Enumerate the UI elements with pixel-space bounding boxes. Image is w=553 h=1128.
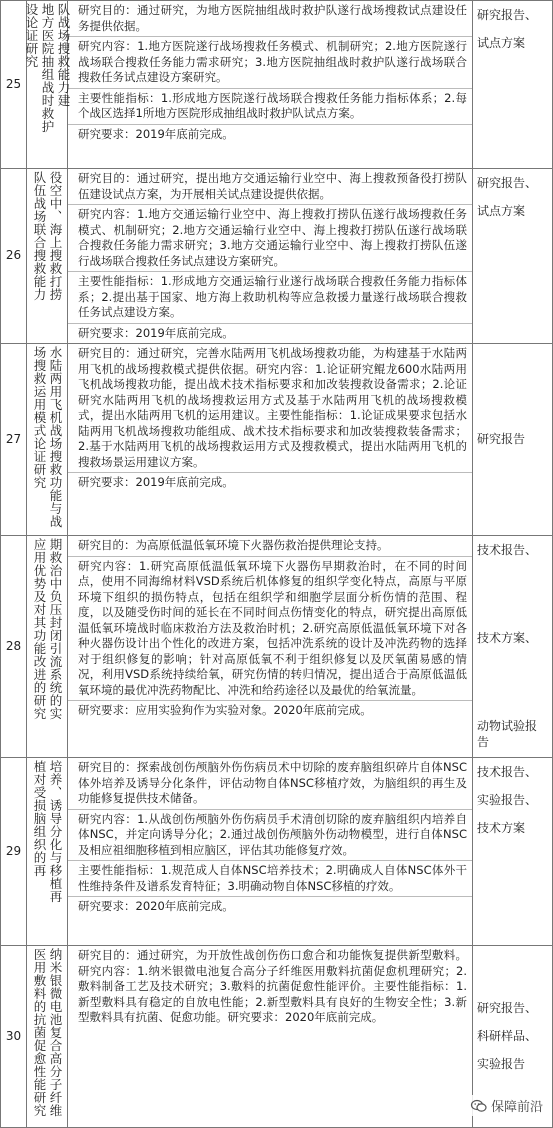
research-content [68,1,473,169]
deliverable-item: 研究报告 [477,432,526,446]
content-paragraph: 研究目的：通过研究，提出地方交通运输行业空中、海上搜救预备役打捞队伍建设试点方案，为开展相关试点建设提供依据。 [68,169,472,205]
content-paragraph: 研究目的：通过研究，完善水陆两用飞机战场搜救功能，为构建基于水陆两用飞机的战场搜救模式提供依据。研究内容：1.论证研究鲲龙600水陆两用飞机战场搜救功能，提出战术技术指标要求和加改装搜救设备需求；2.论证研究水陆两用飞机的战场搜救运用方式及基于水陆两用飞机的战场搜救模式，提出水陆两用飞机的运用建议。主要性能指标：1.论证成果要求包括水陆两用飞机战场搜救功能组成、战术技术指标要求和加改装搜救装备需求；2.基于水陆两用飞机的战场搜救运用方式及搜救模式，提出水陆两用飞机的搜救场景运用建议方案。 [68,344,472,473]
content-paragraph: 主要性能指标：1.形成地方交通运输行业遂行战场联合搜救任务能力指标体系；2.提出基于国家、地方海上救助机构等应急救援力量遂行战场联合搜救任务试点建设方案。 [68,272,472,324]
deliverable-item: 技术方案 [477,821,526,835]
content-paragraph: 研究要求：2020年底前完成。 [78,899,234,913]
deliverable-item: 试点方案 [477,36,526,50]
project-title [27,169,68,344]
deliverable-item: 技术报告、 [477,765,538,779]
project-title-column: 场搜救运用模式论证研究 [32,346,47,489]
deliverables [473,344,553,536]
deliverable-item: 实验报告 [477,1057,526,1071]
project-title-column: 队战场搜救能力建 [56,3,71,107]
project-title-column: 培养、诱导分化与移植再 [48,760,63,903]
wechat-icon [471,1099,487,1113]
table-row [1,169,553,344]
project-title [24,1,71,169]
deliverables [473,1,553,169]
table-row [1,1,553,169]
table-row [1,344,553,536]
content-paragraph: 研究内容：1.研究高原低温低氧环境下火器伤早期救治时，在不同的时间点，使用不同海绵材料VSD系统后机体修复的组织学变化特点，高原与平原环境下组织的损伤特点，包括在组织学和细胞学层面分析伤情的范围、程度，以及随受伤时间的延长在不同时间点伤情变化的特点，研究提出高原低温低氧环境战时临床救治方法及救治时机；2.研究高原低温低氧环境下对各种火器伤设计出个性化的改进方案，包括冲洗系统的设计及冲洗药物的选择对于组织修复的影响；针对高原低氧不利于组织修复以及厌氧菌易感的情况，利用VSD系统持续给氧，研究伤情的转归情况，提出适合于高原低温低氧环境的最优冲洗药物配比、冲洗和给药途径以及最优的给氧流量。 [68,557,472,702]
project-title-column: 水陆两用飞机战场搜救功能与战 [48,346,63,528]
project-title-column: 设论证研究 [24,3,39,68]
watermark-text: 保障前沿 [490,1100,543,1115]
row-number: 26 [1,169,27,344]
content-paragraph: 研究要求：2019年底前完成。 [78,325,234,340]
research-content [68,169,473,344]
row-number: 28 [1,536,27,758]
deliverable-item: 动物试验报告 [477,719,538,749]
deliverable-item: 试点方案 [477,204,526,218]
project-title [27,946,68,1128]
deliverable-item: 技术方案、 [477,631,538,645]
watermark [468,1095,546,1116]
deliverables [473,169,553,344]
content-paragraph: 研究目的：为高原低温低氧环境下火器伤救治提供理论支持。 [68,536,472,557]
deliverable-item: 科研样品、 [477,1029,538,1043]
content-paragraph: 研究要求：应用实验狗作为实验对象。2020年底前完成。 [78,703,372,717]
deliverables [473,536,553,758]
table-row [1,536,553,758]
content-paragraph: 主要性能指标：1.形成地方医院遂行战场联合搜救任务能力指标体系；2.每个战区选择1所地方医院形成抽组战时救护队试点方案。 [68,89,472,125]
deliverable-item: 研究报告、 [477,176,538,190]
content-paragraph: 研究内容：1.地方医院遂行战场搜救任务模式、机制研究；2.地方医院遂行战场联合搜救任务能力需求研究；3.地方医院抽组战时救护队遂行战场联合搜救任务试点建设方案研究。 [68,37,472,89]
project-title [27,536,68,758]
research-content [68,758,473,946]
deliverable-item: 技术报告、 [477,543,538,557]
table-row [1,758,553,946]
project-title [27,758,68,946]
research-content [68,344,473,536]
content-paragraph: 主要性能指标：1.规范成人自体NSC培养技术；2.明确成人自体NSC体外干性维持条件及谱系发育特征；3.明确动物自体NSC移植的疗效。 [68,861,472,897]
research-content [68,536,473,758]
deliverable-item: 实验报告、 [477,793,538,807]
project-title-column: 纳米银微电池复合高分子纤维 [48,948,63,1117]
content-paragraph: 研究要求：2019年底前完成。 [78,475,234,489]
project-title-column: 应用优势及对其功能改进的研究 [32,538,47,720]
content-paragraph: 研究内容：1.地方交通运输行业空中、海上搜救打捞队伍遂行战场搜救任务模式、机制研究；2.地方交通运输行业空中、海上搜救打捞队伍遂行战场联合搜救任务能力需求研究；3.地方交通运输行业空中、海上搜救打捞队伍遂行战场联合搜救任务试点建设方案研究。 [68,205,472,272]
content-paragraph: 研究要求：2019年底前完成。 [78,126,234,141]
row-number: 29 [1,758,27,946]
research-content [68,946,473,1128]
project-title-column: 队伍战场联合搜救能力 [32,171,47,301]
row-number: 27 [1,344,27,536]
project-title-column: 植对受损脑组织的再 [32,760,47,877]
project-title-column: 期救治中负压封闭引流系统的实 [48,538,63,720]
row-number: 30 [1,946,27,1128]
project-title-column: 地方医院抽组战时救护 [40,3,55,133]
deliverables [473,758,553,946]
deliverable-item: 研究报告、 [477,1001,538,1015]
content-paragraph: 研究目的：通过研究，为地方医院抽组战时救护队遂行战场搜救试点建设任务提供依据。 [68,1,472,37]
project-title-column: 役空中、海上搜救打捞 [48,171,63,301]
content-paragraph: 研究目的：通过研究，为开放性战创伤伤口愈合和功能恢复提供新型敷料。研究内容：1.纳米银微电池复合高分子纤维医用敷料抗菌促愈机理研究；2.敷料制备工艺及技术研究；3.敷料的抗菌促愈性能评价。主要性能指标：1.新型敷料具有稳定的自放电性能；2.新型敷料具有良好的生物安全性；3.新型敷料具有抗菌、促愈功能。研究要求：2020年底前完成。 [78,948,467,1024]
project-title-column: 医用敷料的抗菌促愈性能研究 [32,948,47,1117]
row-number: 25 [1,1,27,169]
deliverable-item: 研究报告、 [477,8,538,22]
content-paragraph: 研究目的：探索战创伤颅脑外伤伤病员术中切除的废弃脑组织碎片自体NSC体外培养及诱导分化条件，评估动物自体NSC移植疗效，为脑组织的再生及功能修复提供技术储备。 [68,758,472,810]
project-title [27,344,68,536]
content-paragraph: 研究内容：1.从战创伤颅脑外伤伤病员手术清创切除的废弃脑组织内培养自体NSC，并定向诱导分化；2.通过战创伤颅脑外伤动物模型，进行自体NSC及相应祖细胞移植到相应脑区，评估其功能修复疗效。 [68,810,472,862]
